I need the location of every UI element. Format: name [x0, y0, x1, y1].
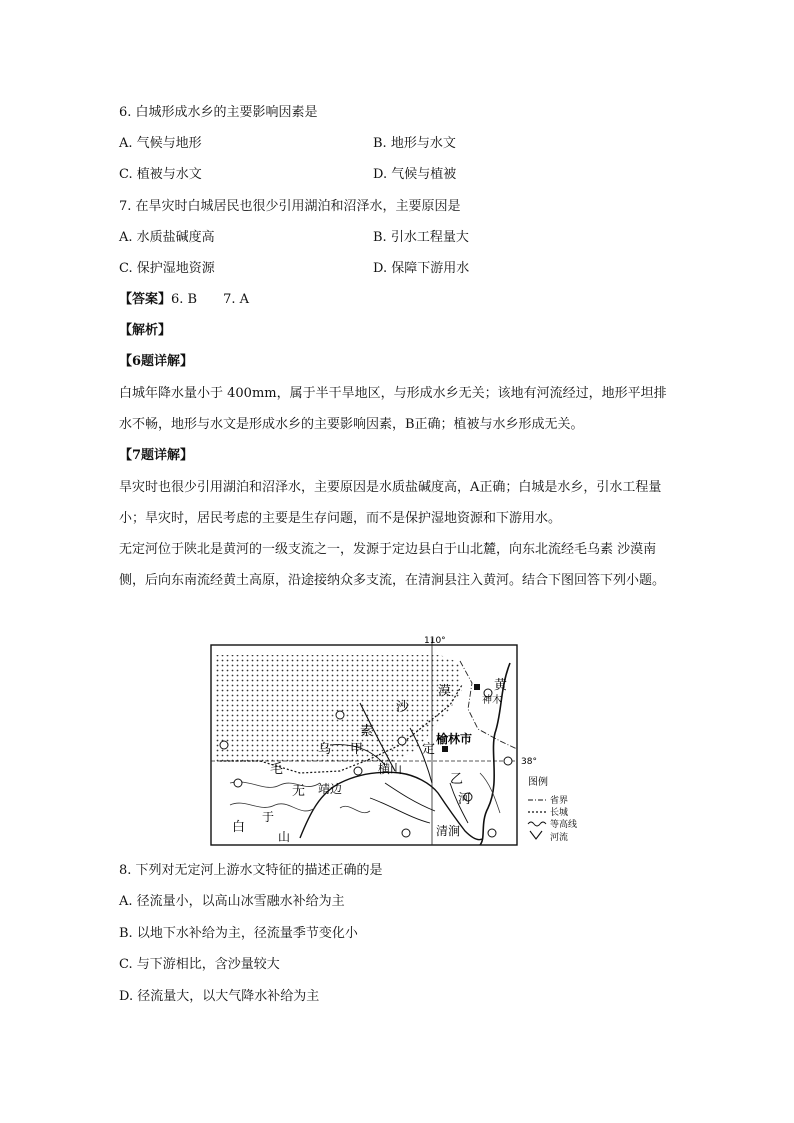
legend-item-wall: 长城	[550, 808, 569, 818]
town-marker	[336, 711, 344, 719]
city-marker-yulin	[442, 746, 448, 752]
question-6-option-c: C. 植被与水文	[119, 167, 202, 182]
legend-item-boundary: 省界	[550, 796, 569, 806]
question-6-stem: 6. 白城形成水乡的主要影响因素是	[119, 105, 318, 120]
legend-item-contour: 等高线	[550, 820, 578, 830]
town-marker	[504, 757, 512, 765]
place-label-su: 素	[360, 724, 374, 739]
place-label-jia: 甲	[350, 742, 364, 757]
question-8-option-c: C. 与下游相比，含沙量较大	[119, 957, 280, 972]
place-label-mo: 漠	[438, 684, 452, 699]
question-6-option-a: A. 气候与地形	[119, 136, 202, 151]
place-label-ding: 定	[422, 742, 436, 757]
place-label-qingjian: 清涧	[436, 824, 461, 838]
legend-title: 图例	[528, 777, 548, 788]
question-8-option-b: B. 以地下水补给为主，径流量季节变化小	[119, 926, 358, 941]
analysis-label: 【解析】	[119, 323, 172, 338]
question-8-option-d: D. 径流量大，以大气降水补给为主	[119, 989, 320, 1004]
latitude-label: 38°	[521, 757, 537, 767]
map-intro-paragraph: 无定河位于陕北是黄河的一级支流之一，发源于定边县白于山北麓，向东北流经毛乌素 沙漠南侧，后向东南流经黄土高原，沿途接纳众多支流，在清涧县注入黄河。结合下图回答下列小题。	[119, 542, 666, 588]
place-label-he: 河	[458, 792, 472, 807]
detail-6-label: 【6题详解】	[119, 354, 194, 369]
question-6-option-d: D. 气候与植被	[373, 167, 457, 182]
longitude-label: 110°	[424, 636, 446, 646]
question-7-stem: 7. 在旱灾时白城居民也很少引用湖泊和沼泽水，主要原因是	[119, 199, 461, 214]
place-label-huang: 黄	[494, 678, 508, 693]
place-label-wu: 乌	[318, 742, 332, 757]
answer-label: 【答案】	[119, 292, 172, 307]
place-label-jingbian: 靖边	[318, 782, 343, 796]
town-marker	[220, 741, 228, 749]
question-7-option-a: A. 水质盐碱度高	[119, 230, 215, 245]
town-marker	[234, 779, 242, 787]
map-legend	[528, 775, 577, 843]
place-label-bai: 白	[232, 820, 246, 835]
place-label-yulin: 榆林市	[436, 732, 473, 746]
place-label-sha: 沙	[396, 700, 410, 715]
place-label-hengshan: 横山	[378, 762, 403, 776]
place-label-shenmu: 神木	[482, 695, 502, 706]
question-6-option-b: B. 地形与水文	[373, 136, 456, 151]
place-label-shan: 山	[278, 830, 291, 844]
detail-7-text: 旱灾时也很少引用湖泊和沼泽水，主要原因是水质盐碱度高，A正确；白城是水乡，引水工程量小；旱灾时，居民考虑的主要是生存问题，而不是保护湿地资源和下游用水。	[119, 480, 662, 526]
legend-item-river: 河流	[550, 833, 569, 843]
answer-line	[119, 291, 249, 309]
place-label-mao: 毛	[270, 762, 284, 777]
detail-6-text: 白城年降水量小于 400mm，属于半干旱地区，与形成水乡无关；该地有河流经过，地形平坦排水不畅，地形与水文是形成水乡的主要影响因素，B正确；植被与水乡形成无关。	[119, 386, 667, 432]
place-label-yi: 乙	[450, 772, 464, 787]
wuding-river-map	[210, 633, 610, 848]
question-7-option-c: C. 保护湿地资源	[119, 261, 215, 276]
question-8-option-a: A. 径流量小，以高山冰雪融水补给为主	[119, 894, 345, 909]
answer-text: 6. B 7. A	[171, 292, 250, 307]
question-7-option-d: D. 保障下游用水	[373, 261, 470, 276]
place-label-yu: 于	[262, 810, 275, 824]
question-8-stem: 8. 下列对无定河上游水文特征的描述正确的是	[119, 863, 383, 878]
town-marker	[354, 767, 362, 775]
city-marker-shenmu	[474, 684, 480, 690]
question-7-option-b: B. 引水工程量大	[373, 230, 469, 245]
town-marker	[488, 829, 496, 837]
detail-7-label: 【7题详解】	[119, 448, 194, 463]
town-marker	[398, 737, 406, 745]
place-label-wu2: 无	[292, 784, 306, 799]
town-marker	[402, 829, 410, 837]
